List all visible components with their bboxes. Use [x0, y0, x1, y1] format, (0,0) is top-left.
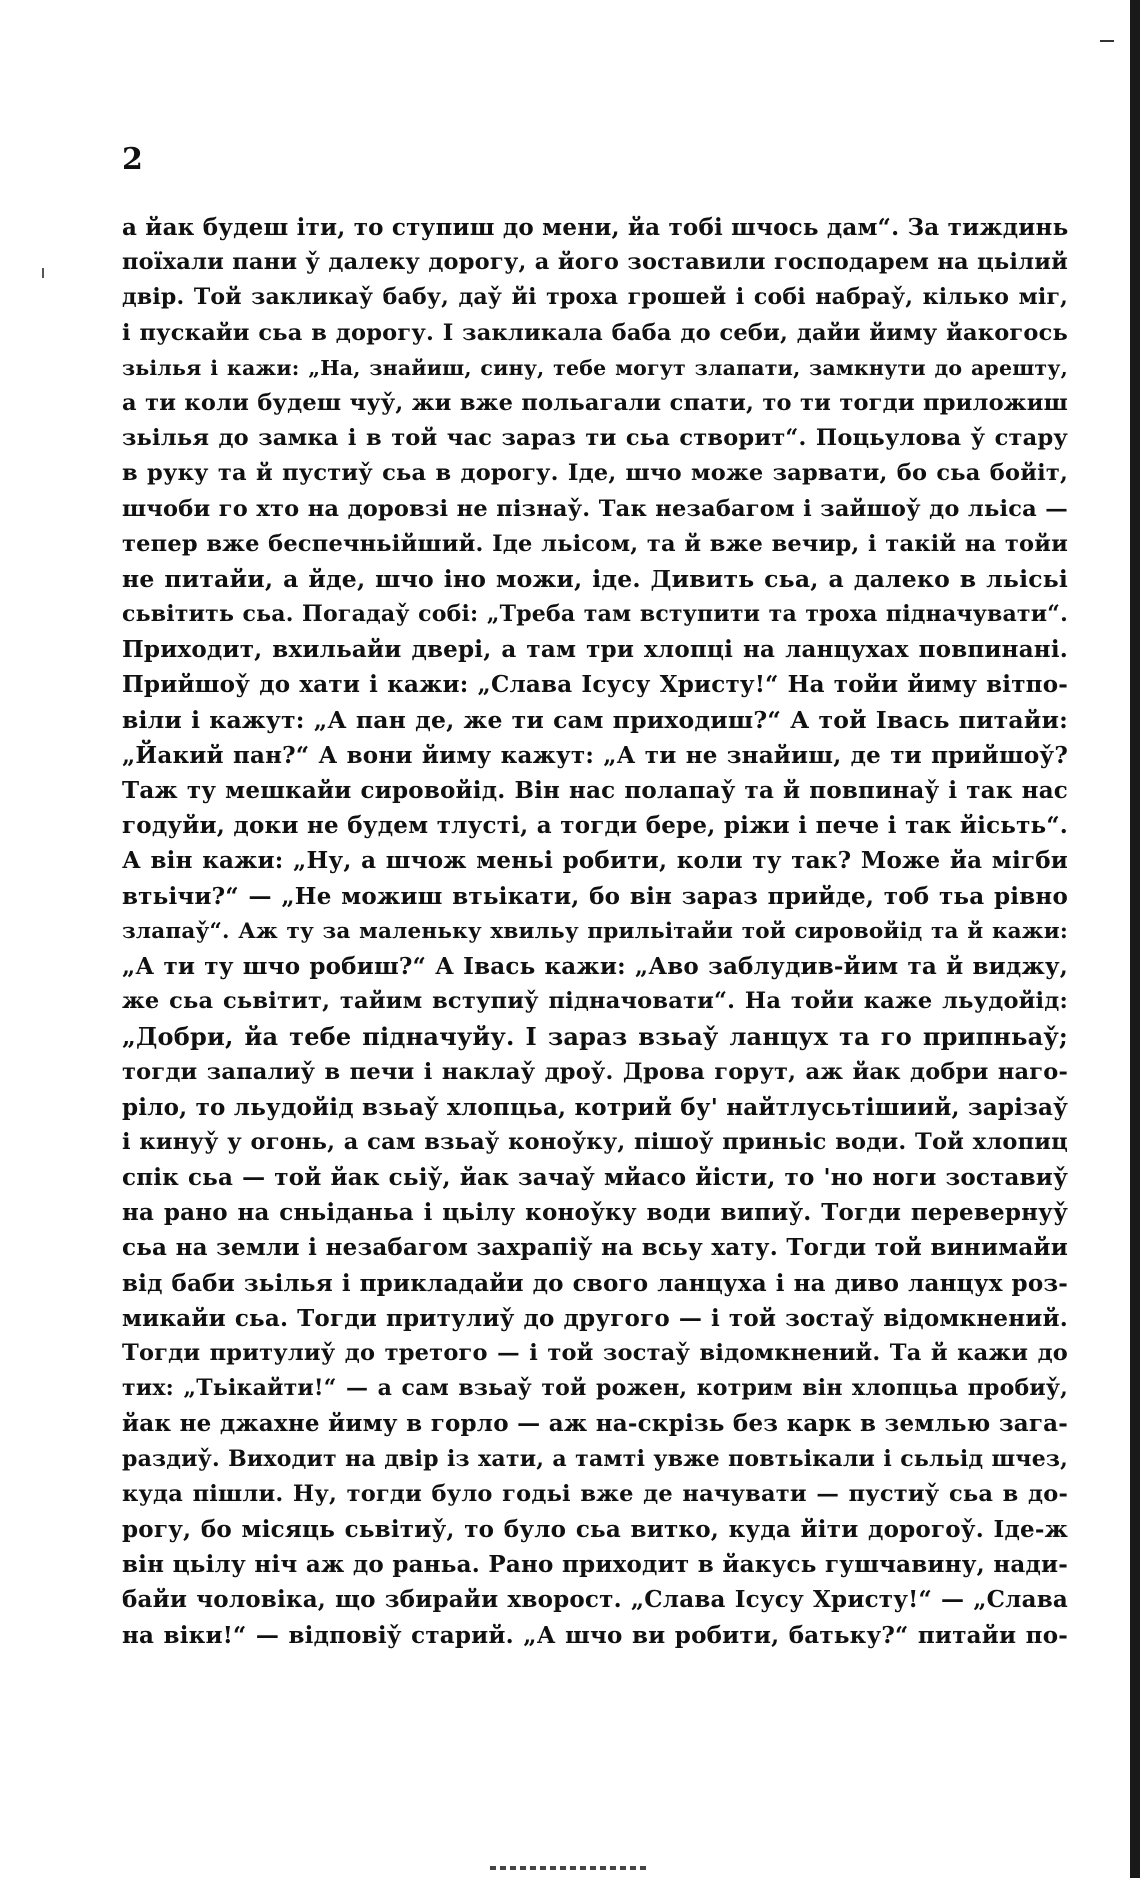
- text-line: микайи сьа. Тогди притулиу̌ до другого — і той зостау̌ відомкнений.: [122, 1304, 1068, 1332]
- margin-mark: [42, 268, 44, 278]
- text-line: куда пішли. Ну, тогди було годьі вже де начувати — пустиу̌ сьа в до-: [122, 1480, 1068, 1507]
- text-line: шчоби го хто на доровзі не пізнау̌. Так незабагом і зайшоу̌ до льіса —: [122, 495, 1068, 522]
- text-line: від баби зьілья і прикладайи до свого ланцуха і на диво ланцух роз-: [122, 1269, 1068, 1297]
- text-line: раздиу̌. Виходит на двір із хати, а тамті увже повтьікали і сьльід шчез,: [122, 1445, 1068, 1472]
- text-line: спік сьа — той йак сьіу̌, йак зачау̌ мйасо йісти, то 'но ноги зоставиу̌: [122, 1164, 1068, 1192]
- text-line: байи чоловіка, що збирайи хворост. „Слава Ісусу Христу!“ — „Слава: [122, 1586, 1068, 1614]
- text-line: ріло, то льудойід взьау̌ хлопцьа, котрий бу' найтлусьтішиий, зарізау̌: [122, 1093, 1068, 1121]
- text-line: А він кажи: „Ну, а шчож меньі робити, коли ту так? Може йа мігби: [122, 847, 1068, 875]
- text-line: сьвітить сьа. Погадау̌ собі: „Треба там вступити та троха підначувати“.: [122, 601, 1068, 628]
- text-line: „Добри, йа тебе підначуйу. І зараз взьау̌ ланцух та го припньау̌;: [122, 1022, 1068, 1052]
- text-line: на рано на сньіданьа і цьілу коноу̌ку води випиу̌. Тогди перевернуу̌: [122, 1199, 1068, 1227]
- text-line: він цьілу ніч аж до раньа. Рано приходит в йакусь гушчавину, нади-: [122, 1551, 1068, 1579]
- text-line: „А ти ту шчо робиш?“ А Івась кажи: „Аво заблудив-йим та й виджу,: [122, 952, 1068, 980]
- text-line: тогди запалиу̌ в печи і наклау̌ дроу̌. Дрова горут, аж йак добри наго-: [122, 1058, 1068, 1085]
- text-line: віли і кажут: „А пан де, же ти сам приходиш?“ А той Івась питайи:: [122, 705, 1068, 734]
- print-smudge: [490, 1866, 650, 1870]
- text-line: Таж ту мешкайи сировойід. Він нас полапау̌ та й повпинау̌ і так нас: [122, 777, 1068, 804]
- text-line: тепер вже беспечньійший. Іде льісом, та й вже вечир, і такій на тойи: [122, 530, 1068, 557]
- text-line: двір. Той закликау̌ бабу, дау̌ йі троха грошей і собі набрау̌, кілько міг,: [122, 284, 1068, 311]
- text-line: зьілья до замка і в той час зараз ти сьа створит“. Поцьулова у̌ стару: [122, 425, 1068, 452]
- text-line: поїхали пани у̌ далеку дорогу, а його зоставили господарем на цьілий: [122, 249, 1068, 276]
- text-line: втьічи?“ — „Не можиш втьікати, бо він зараз прийде, тоб тьа рівно: [122, 882, 1068, 910]
- text-line: рогу, бо місяць сьвітиу̌, то було сьа витко, куда йіти дорогоу̌. Іде-ж: [122, 1515, 1068, 1543]
- text-line: в руку та й пустиу̌ сьа в дорогу. Іде, шчо може зарвати, бо сьа бойіт,: [122, 460, 1068, 487]
- body-text: [122, 210, 1068, 1653]
- text-line: на віки!“ — відповіу̌ старий. „А шчо ви робити, батьку?“ питайи по-: [122, 1621, 1068, 1649]
- text-line: не питайи, а йде, шчо іно можи, іде. Дивить сьа, а далеко в льісьі: [122, 564, 1068, 593]
- text-line: тих: „Тьікайти!“ — а сам взьау̌ той рожен, котрим він хлопцьа пробиу̌,: [122, 1375, 1068, 1402]
- text-line: і кинуу̌ у огонь, а сам взьау̌ коноу̌ку, пішоу̌ приньіс води. Той хлопиц: [122, 1128, 1068, 1155]
- edge-mark: [1100, 40, 1114, 42]
- text-line: зьілья і кажи: „На, знайиш, сину, тебе могут злапати, замкнути до арешту,: [122, 355, 1068, 380]
- text-line: і пускайи сьа в дорогу. І закликала баба до себи, дайи йиму йакогось: [122, 319, 1068, 346]
- text-line: йак не джахне йиму в горло — аж на-скрізь без карк в землью зага-: [122, 1410, 1068, 1438]
- text-line: Тогди притулиу̌ до третого — і той зостау̌ відомкнений. Та й кажи до: [122, 1340, 1068, 1366]
- text-line: Прийшоу̌ до хати і кажи: „Слава Ісусу Христу!“ На тойи йиму вітпо-: [122, 671, 1068, 699]
- text-line: злапау̌“. Аж ту за маленьку хвильу прильітайи той сировойід та й кажи:: [122, 918, 1068, 944]
- page-edge-shadow: [1130, 0, 1140, 1878]
- text-line: а ти коли будеш чуу̌, жи вже польагали спати, то ти тогди приложиш: [122, 389, 1068, 416]
- page-number: 2: [122, 142, 143, 177]
- text-line: сьа на земли і незабагом захрапіу̌ на всьу хату. Тогди той винимайи: [122, 1234, 1068, 1262]
- text-line: „Йакий пан?“ А вони йиму кажут: „А ти не знайиш, де ти прийшоу̌?: [122, 741, 1068, 769]
- text-line: же сьа сьвітит, тайим вступиу̌ підначовати“. На тойи каже льудойід:: [122, 988, 1068, 1015]
- text-line: Приходит, вхильайи двері, а там три хлопці на ланцухах повпинані.: [122, 636, 1068, 664]
- text-line: годуйи, доки не будем тлусті, а тогди бере, ріжи і пече і так йісьть“.: [122, 812, 1068, 840]
- text-line: а йак будеш іти, то ступиш до мени, йа тобі шчось дам“. За тиждинь: [122, 214, 1068, 241]
